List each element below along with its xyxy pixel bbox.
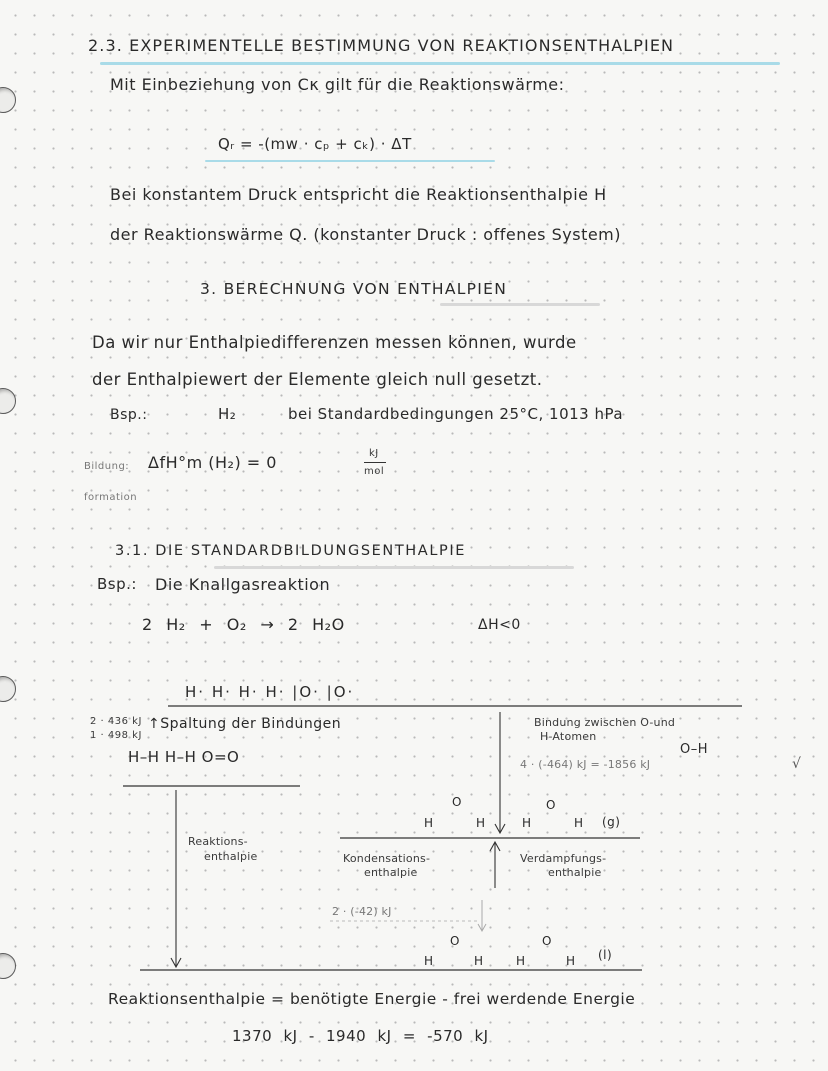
condensation-value: 2 · (-42) kJ (332, 905, 392, 918)
checkmark: √ (792, 756, 802, 772)
split-label: ↑Spaltung der Bindungen (148, 716, 342, 732)
example-h2: H₂ (218, 405, 237, 423)
result-line: Reaktionsenthalpie = benötigte Energie - frei werdende Energie (108, 990, 636, 1008)
pressure-line-1: Bei konstantem Druck entspricht die Reaktionsenthalpie H (110, 185, 607, 204)
oh-label: O–H (680, 742, 709, 757)
difference-line-2: der Enthalpiewert der Elemente gleich null gesetzt. (92, 370, 543, 389)
water-o-liquid-1: O (450, 934, 460, 948)
section-heading-3: 3. BERECHNUNG VON ENTHALPIEN (200, 280, 508, 298)
unit-mol: mol (364, 466, 385, 477)
bildung-label: Bildung: (84, 461, 130, 472)
example-label: Bsp.: (110, 407, 148, 423)
water-h: H (424, 954, 434, 968)
formula-qr: Qᵣ = -(mᴡ · cₚ + cₖ) · ΔT (218, 135, 412, 153)
evaporation-label-2: enthalpie (548, 866, 602, 879)
result-calculation: 1370 kJ - 1940 kJ = -570 kJ (232, 1027, 489, 1045)
formation-label: formation (84, 492, 138, 503)
bond-label-2: H-Atomen (540, 730, 597, 743)
water-h: H (574, 816, 584, 830)
state-gas: (g) (602, 815, 621, 829)
split-energy-1: 2 · 436 kJ (90, 716, 142, 727)
reaction-sign: ΔH<0 (478, 617, 521, 633)
state-liquid: (l) (598, 948, 613, 962)
evaporation-label-1: Verdampfungs- (520, 852, 607, 865)
reaction-enthalpy-label-1: Reaktions- (188, 835, 248, 848)
example-conditions: bei Standardbedingungen 25°C, 1013 hPa (288, 405, 624, 423)
water-o-liquid-2: O (542, 934, 552, 948)
molecules: H–H H–H O=O (128, 748, 240, 766)
water-h: H (476, 816, 486, 830)
water-h: H (474, 954, 484, 968)
section-heading-3-1: 3.1. DIE STANDARDBILDUNGSENTHALPIE (115, 543, 466, 559)
water-h: H (424, 816, 434, 830)
formation-equation: ΔfH°m (H₂) = 0 (148, 453, 277, 472)
condensation-label-2: enthalpie (364, 866, 418, 879)
water-h: H (522, 816, 532, 830)
section-heading-2-3: 2.3. EXPERIMENTELLE BESTIMMUNG VON REAKTIONSENTHALPIEN (88, 36, 675, 55)
water-h: H (516, 954, 526, 968)
reaction-enthalpy-label-2: enthalpie (204, 850, 258, 863)
bond-energy: 4 · (-464) kJ = -1856 kJ (520, 758, 651, 771)
reaction-equation: 2 H₂ + O₂ → 2 H₂O (142, 615, 345, 634)
difference-line-1: Da wir nur Enthalpiedifferenzen messen können, wurde (92, 333, 577, 352)
example2-label: Bsp.: (97, 575, 137, 593)
unit-kj: kJ (369, 448, 379, 459)
water-h: H (566, 954, 576, 968)
example2-text: Die Knallgasreaktion (155, 575, 331, 594)
pressure-line-2: der Reaktionswärme Q. (konstanter Druck : offenes System) (110, 225, 622, 244)
water-o-gas-2: O (546, 798, 556, 812)
intro-line: Mit Einbeziehung von Cκ gilt für die Reaktionswärme: (110, 75, 565, 94)
condensation-label-1: Kondensations- (343, 852, 431, 865)
water-o-gas-1: O (452, 795, 462, 809)
split-energy-2: 1 · 498 kJ (90, 730, 142, 741)
bond-label-1: Bindung zwischen O-und (534, 716, 676, 729)
atoms-top: H· H· H· H· |O· |O· (185, 683, 355, 701)
